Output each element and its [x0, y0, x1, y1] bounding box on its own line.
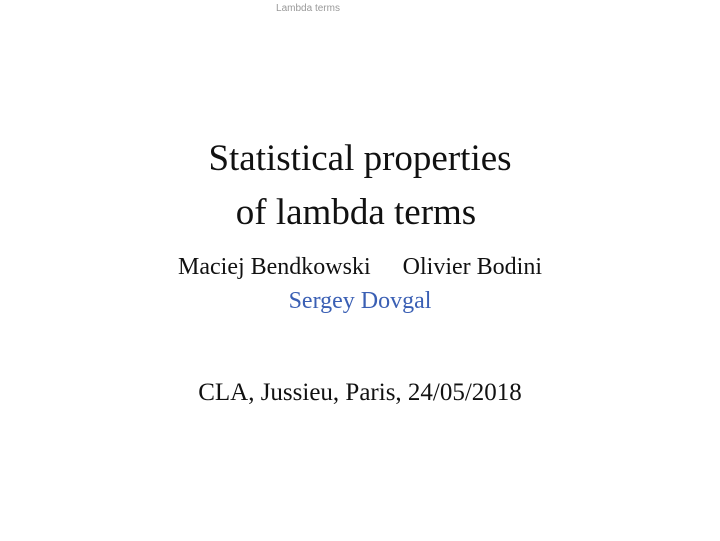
author-second: Olivier Bodini: [402, 254, 542, 280]
title-line-1: Statistical properties: [208, 138, 512, 179]
author-presenter: Sergey Dovgal: [288, 288, 432, 314]
venue-date: CLA, Jussieu, Paris, 24/05/2018: [198, 379, 522, 406]
title-line-2: of lambda terms: [235, 192, 477, 233]
running-header: Lambda terms: [276, 3, 340, 14]
authors-row: [0, 255, 720, 279]
author-first: Maciej Bendkowski: [178, 254, 371, 280]
